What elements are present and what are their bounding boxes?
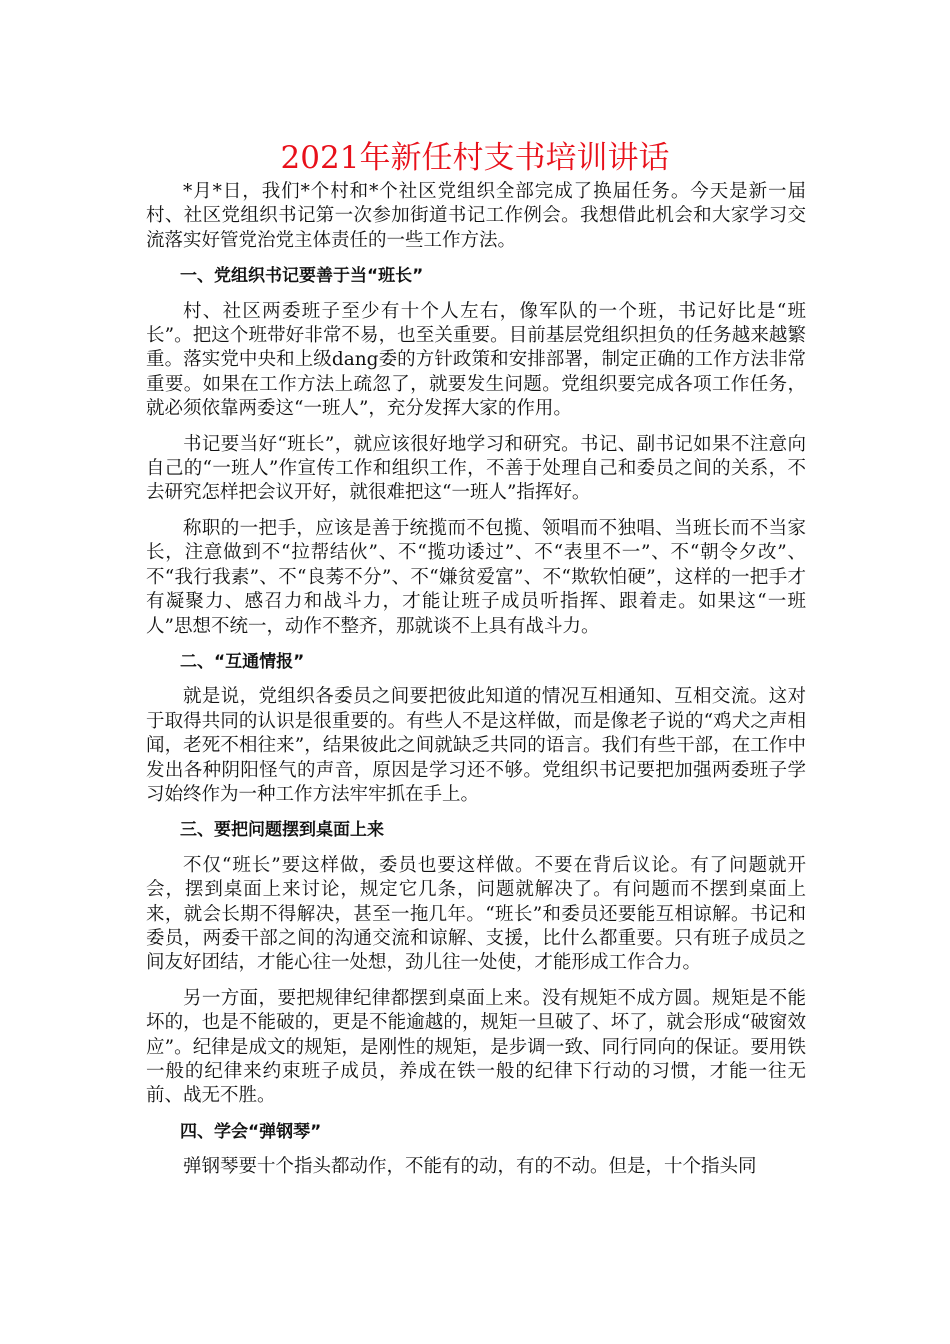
- section-heading-4: 四、学会“弹钢琴”: [180, 1121, 322, 1142]
- section-1-paragraph-2: 书记要当好“班长”，就应该很好地学习和研究。书记、副书记如果不注意向自己的“一班人”作宣传工作和组织工作，不善于处理自己和委员之间的关系，不去研究怎样把会议开好，就很难把这“一班人”指挥好。: [146, 433, 806, 504]
- section-heading-1: 一、党组织书记要善于当“班长”: [180, 266, 424, 287]
- section-1-paragraph-1: 村、社区两委班子至少有十个人左右，像军队的一个班，书记好比是“班长”。把这个班带好非常不易，也至关重要。目前基层党组织担负的任务越来越繁重。落实党中央和上级dang委的方针政策和安排部署，制定正确的工作方法非常重要。如果在工作方法上疏忽了，就要发生问题。党组织要完成各项工作任务，就必须依靠两委这“一班人”，充分发挥大家的作用。: [146, 300, 806, 420]
- section-2-paragraph-1: 就是说，党组织各委员之间要把彼此知道的情况互相通知、互相交流。这对于取得共同的认识是很重要的。有些人不是这样做，而是像老子说的“鸡犬之声相闻，老死不相往来”，结果彼此之间就缺乏共同的语言。我们有些干部，在工作中发出各种阴阳怪气的声音，原因是学习还不够。党组织书记要把加强两委班子学习始终作为一种工作方法牢牢抓在手上。: [146, 686, 806, 805]
- section-heading-2: 二、“互通情报”: [180, 651, 305, 672]
- section-heading-3: 三、要把问题摆到桌面上来: [180, 820, 384, 841]
- section-1-paragraph-3: 称职的一把手，应该是善于统揽而不包揽、领唱而不独唱、当班长而不当家长，注意做到不“拉帮结伙”、不“揽功诿过”、不“表里不一”、不“朝令夕改”、不“我行我素”、不“良莠不分”、不“嫌贫爱富”、不“欺软怕硬”，这样的一把手才有凝聚力、感召力和战斗力，才能让班子成员听指挥、跟着走。如果这“一班人”思想不统一，动作不整齐，那就谈不上具有战斗力。: [146, 517, 806, 637]
- section-3-paragraph-1: 不仅“班长”要这样做，委员也要这样做。不要在背后议论。有了问题就开会，摆到桌面上来讨论，规定它几条，问题就解决了。有问题而不摆到桌面上来，就会长期不得解决，甚至一拖几年。“班长”和委员还要能互相谅解。书记和委员，两委干部之间的沟通交流和谅解、支援，比什么都重要。只有班子成员之间友好团结，才能心往一处想，劲儿往一处使，才能形成工作合力。: [146, 854, 806, 974]
- document-body: [146, 180, 806, 1191]
- section-3-paragraph-2: 另一方面，要把规律纪律都摆到桌面上来。没有规矩不成方圆。规矩是不能坏的，也是不能破的，更是不能逾越的，规矩一旦破了、坏了，就会形成“破窗效应”。纪律是成文的规矩，是刚性的规矩，是步调一致、同行同向的保证。要用铁一般的纪律来约束班子成员，养成在铁一般的纪律下行动的习惯，才能一往无前、战无不胜。: [146, 987, 806, 1107]
- section-4-paragraph-1: 弹钢琴要十个指头都动作，不能有的动，有的不动。但是，十个指头同: [183, 1156, 757, 1178]
- intro-paragraph: *月*日，我们*个村和*个社区党组织全部完成了换届任务。今天是新一届村、社区党组织书记第一次参加街道书记工作例会。我想借此机会和大家学习交流落实好管党治党主体责任的一些工作方法。: [146, 181, 806, 251]
- document-title: 2021年新任村支书培训讲话: [280, 140, 670, 176]
